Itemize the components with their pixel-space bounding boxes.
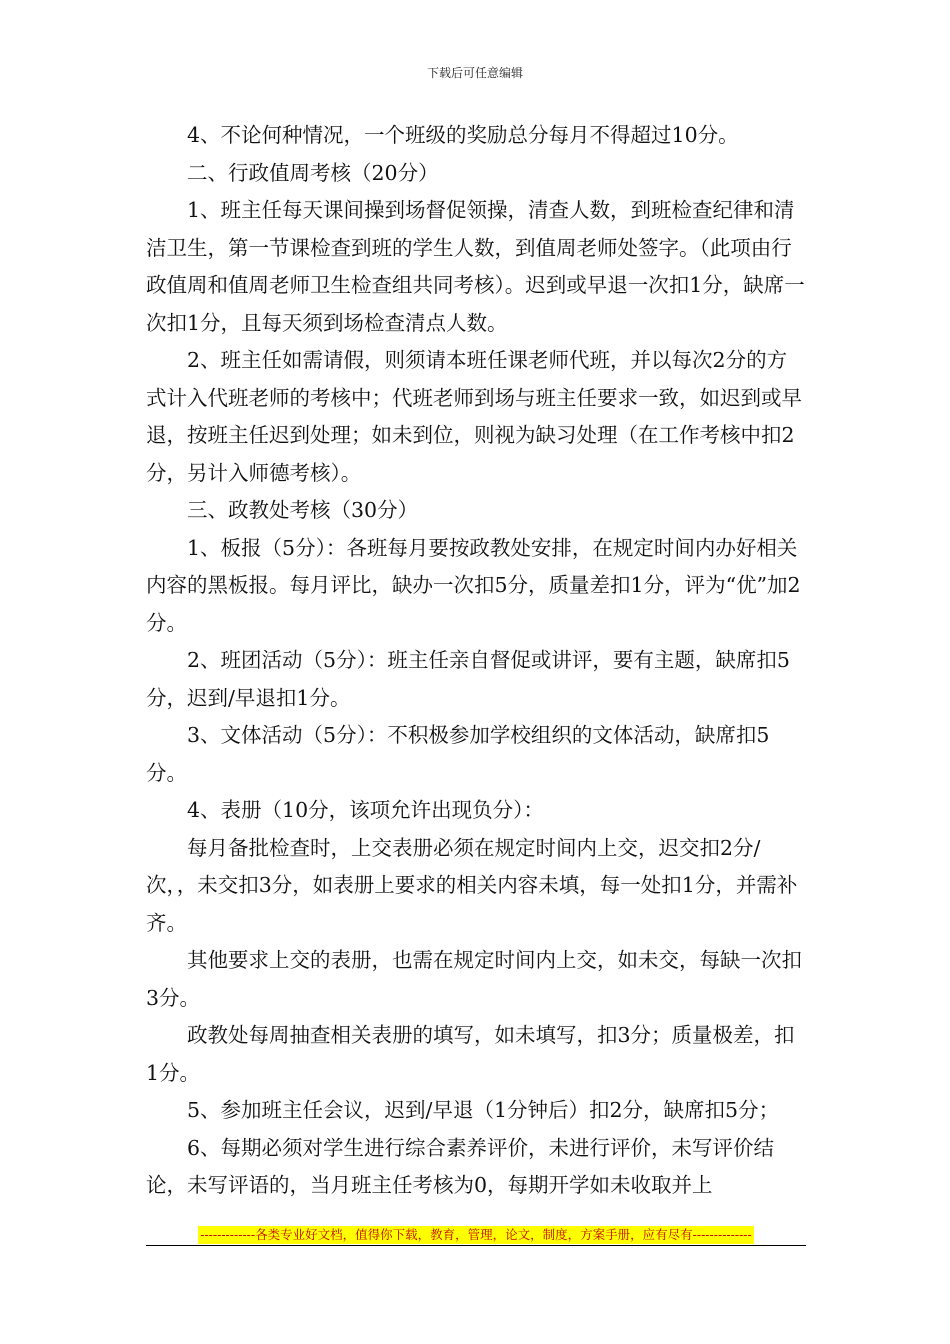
section-heading: 二、行政值周考核（20分） (187, 160, 439, 185)
paragraph: 3、文体活动（5分）：不积极参加学校组织的文体活动，缺席扣5分。 (146, 723, 770, 785)
document-body (146, 117, 806, 1205)
paragraph: 5、参加班主任会议，迟到/早退（1分钟后）扣2分，缺席扣5分； (187, 1098, 780, 1122)
paragraph: 4、不论何种情况，一个班级的奖励总分每月不得超过10分。 (187, 123, 739, 147)
paragraph: 1、班主任每天课间操到场督促领操，清查人数，到班检查纪律和清洁卫生，第一节课检查到班的学生人数，到值周老师处签字。（此项由行政值周和值周老师卫生检查组共同考核）。迟到或早退一次扣1分，缺席一次扣1分，且每天须到场检查清点人数。 (146, 198, 805, 335)
paragraph: 其他要求上交的表册，也需在规定时间内上交，如未交，每缺一次扣3分。 (146, 948, 802, 1010)
paragraph: 2、班主任如需请假，则须请本班任课老师代班，并以每次2分的方式计入代班老师的考核中；代班老师到场与班主任要求一致，如迟到或早退，按班主任迟到处理；如未到位，则视为缺习处理（在工作考核中扣2分，另计入师德考核）。 (146, 348, 802, 485)
page-header: 下载后可任意编辑 (426, 66, 523, 80)
paragraph: 政教处每周抽查相关表册的填写，如未填写，扣3分；质量极差，扣1分。 (146, 1023, 795, 1085)
section-heading: 三、政教处考核（30分） (187, 498, 419, 522)
footer-banner: -------------各类专业好文档，值得你下载，教育，管理，论文，制度，方案手册，应有尽有-------------- (200, 1227, 752, 1242)
paragraph: 1、板报（5分）：各班每月要按政教处安排，在规定时间内办好相关内容的黑板报。每月评比，缺办一次扣5分，质量差扣1分，评为“优”加2分。 (146, 535, 801, 635)
paragraph: 每月备批检查时，上交表册必须在规定时间内上交，迟交扣2分/次，，未交扣3分，如表册上要求的相关内容未填，每一处扣1分，并需补齐。 (146, 835, 798, 935)
paragraph: 4、表册（10分，该项允许出现负分）： (187, 798, 544, 822)
footer-divider (146, 1245, 806, 1246)
paragraph: 6、每期必须对学生进行综合素养评价，未进行评价，未写评价结论，未写评语的，当月班主任考核为0，每期开学如未收取并上 (146, 1135, 775, 1197)
paragraph: 2、班团活动（5分）：班主任亲自督促或讲评，要有主题，缺席扣5分，迟到/早退扣1分。 (146, 648, 790, 710)
page-footer (146, 1224, 806, 1244)
